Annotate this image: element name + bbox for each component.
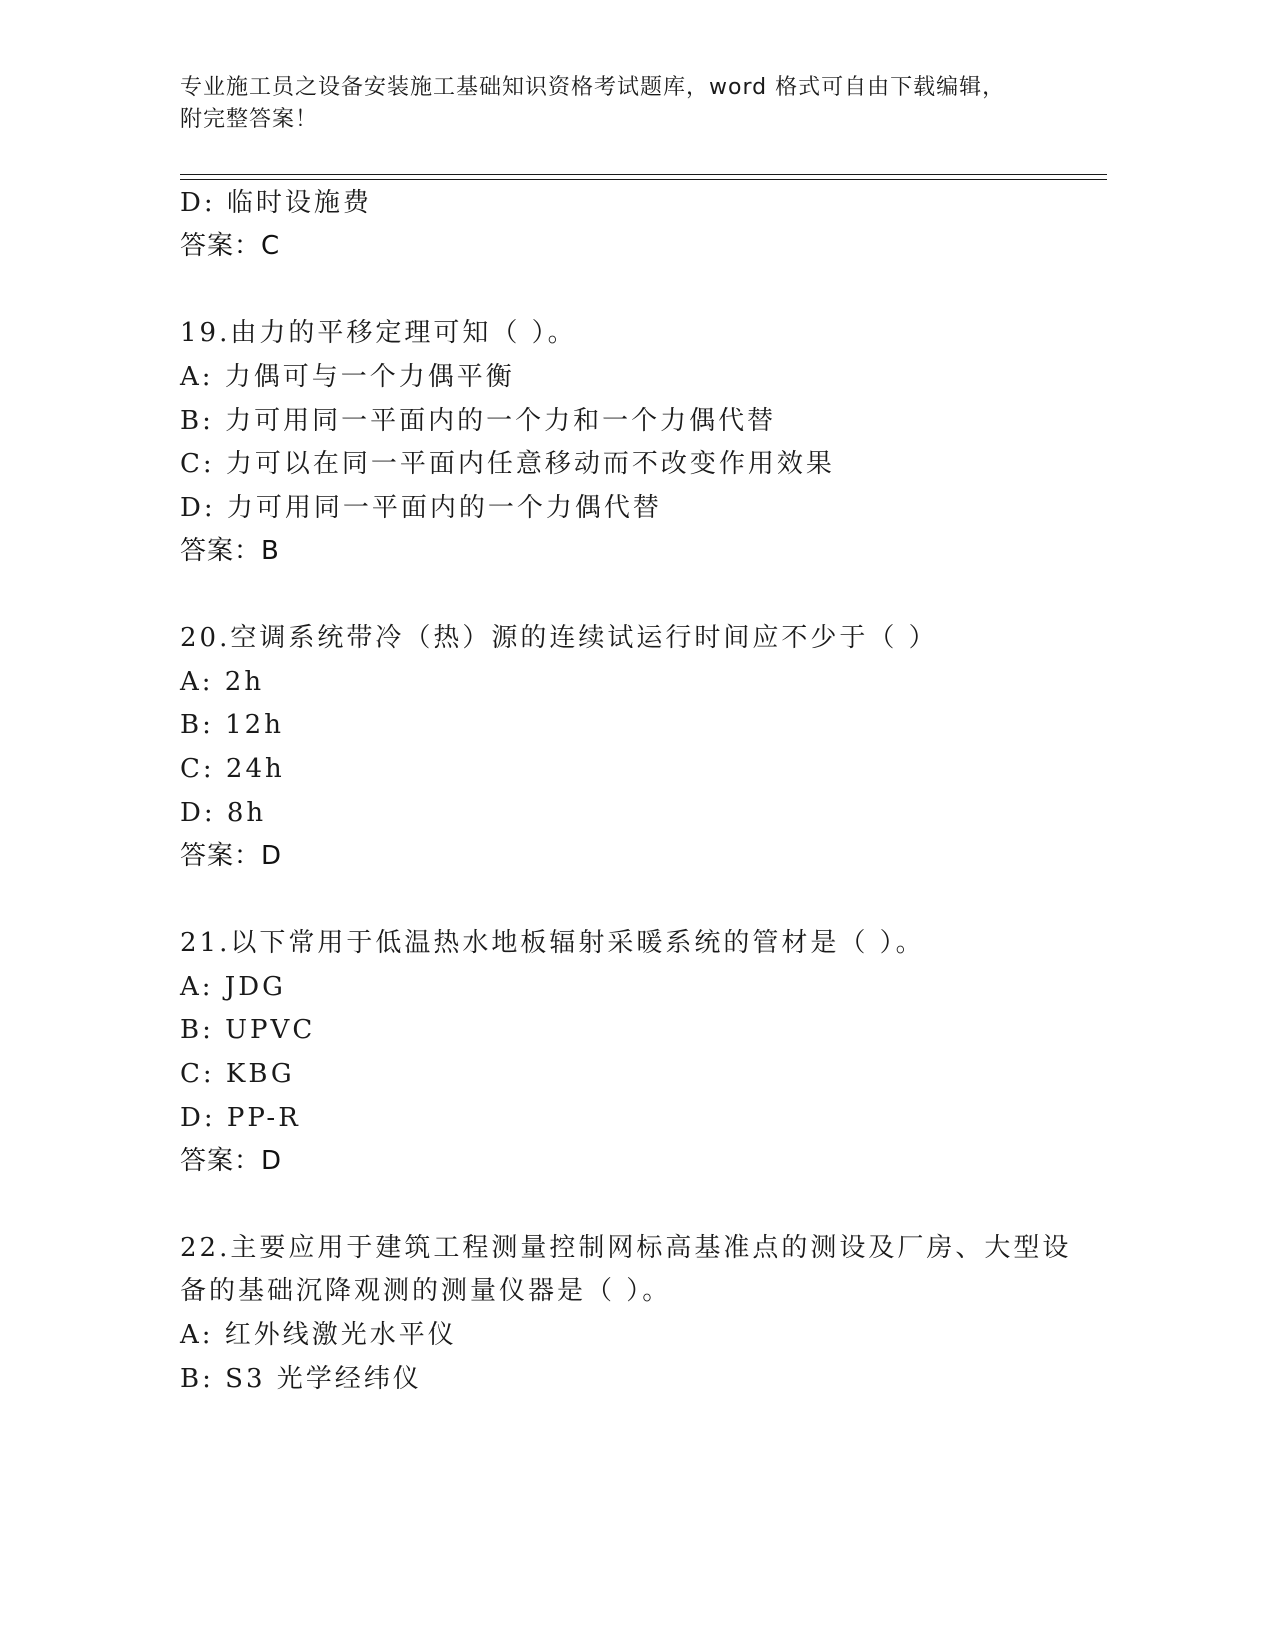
q22-question-line-1: 22.主要应用于建筑工程测量控制网标高基准点的测设及厂房、大型设 — [180, 1233, 1072, 1263]
q20-answer: 答案：D — [180, 841, 283, 871]
q19-answer: 答案：B — [180, 536, 280, 566]
prev-option-d: D: 临时设施费 — [180, 188, 372, 218]
q21-option-d: D: PP-R — [180, 1103, 301, 1133]
q21-answer: 答案：D — [180, 1146, 283, 1176]
header-line-2: 附完整答案！ — [180, 107, 319, 132]
q22-question-line-2: 备的基础沉降观测的测量仪器是（ ）。 — [180, 1276, 672, 1306]
header-divider-bottom — [180, 179, 1107, 180]
header-divider-top — [180, 174, 1107, 175]
q22-option-a: A: 红外线激光水平仪 — [180, 1320, 457, 1350]
q20-option-d: D: 8h — [180, 798, 267, 828]
q19-option-d: D: 力可用同一平面内的一个力偶代替 — [180, 493, 662, 523]
q21-option-b: B: UPVC — [180, 1015, 316, 1045]
q20-question: 20.空调系统带冷（热）源的连续试运行时间应不少于（ ） — [180, 623, 938, 653]
q21-question: 21.以下常用于低温热水地板辐射采暖系统的管材是（ ）。 — [180, 928, 925, 958]
q19-option-c: C: 力可以在同一平面内任意移动而不改变作用效果 — [180, 449, 835, 479]
q20-option-a: A: 2h — [180, 667, 265, 697]
q21-option-a: A: JDG — [180, 972, 286, 1002]
q22-option-b: B: S3 光学经纬仪 — [180, 1364, 422, 1394]
q19-question: 19.由力的平移定理可知（ ）。 — [180, 318, 577, 348]
q20-option-b: B: 12h — [180, 710, 284, 740]
q19-option-b: B: 力可用同一平面内的一个力和一个力偶代替 — [180, 406, 777, 436]
q21-option-c: C: KBG — [180, 1059, 295, 1089]
q19-option-a: A: 力偶可与一个力偶平衡 — [180, 362, 515, 392]
document-header — [180, 72, 1050, 136]
header-line-1: 专业施工员之设备安装施工基础知识资格考试题库，word 格式可自由下载编辑， — [180, 75, 1006, 100]
q20-option-c: C: 24h — [180, 754, 285, 784]
prev-answer: 答案：C — [180, 231, 281, 261]
